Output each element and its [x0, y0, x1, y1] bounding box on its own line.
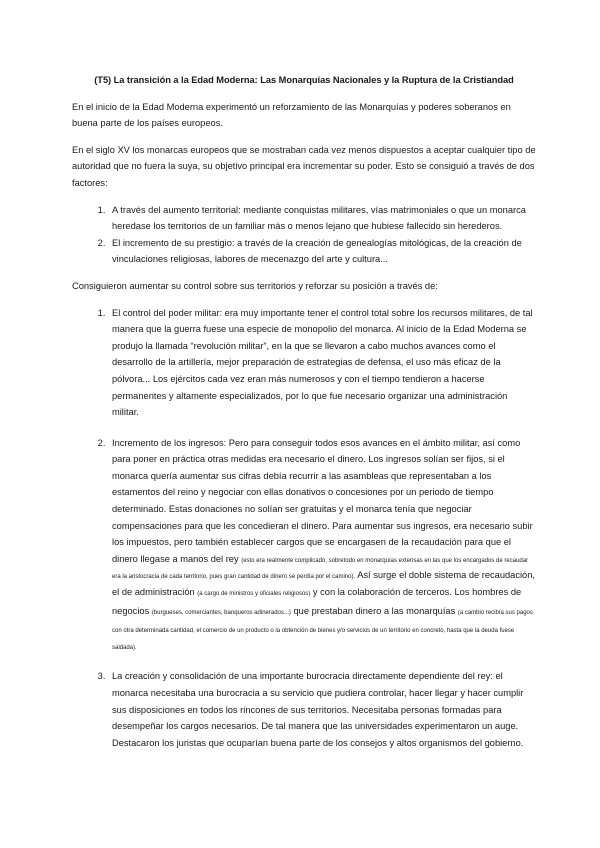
intro-paragraph: En el inicio de la Edad Moderna experimentó un reforzamiento de las Monarquías y poderes soberanos en buena parte de los países europeos.	[72, 101, 511, 129]
income-text-3: y con la colaboración de terceros. Los hombres de negocios	[112, 587, 522, 616]
control-item-bureaucracy: 3. La creación y consolidación de una importante burocracia directamente dependiente del rey: el monarca necesitaba una burocracia a su servicio que pudiera controlar, hacer llegar y hacer cumplir sus disposiciones en todos los rincones de sus territorios. Necesitaba personas formadas para desempeñar los cargos necesarios. De tal manera que las universidades experimentaron un auge. Destacaron los juristas que ocuparían buena parte de los consejos y altos organismos del gobierno.	[108, 668, 536, 751]
second-paragraph: En el siglo XV los monarcas europeos que se mostraban cada vez menos dispuestos a aceptar cualquier tipo de autoridad que no fuera la suya, su objetivo principal era incrementar su poder. Esto se consiguió a través de dos factores:	[72, 144, 536, 188]
control-item-income	[108, 435, 536, 655]
control-item-military: 1. El control del poder militar: era muy importante tener el control total sobre los recursos militares, de tal manera que la guerra fuese una especie de monopolio del monarca. Al inicio de la Edad Moderna se produjo la llamada “revolución militar”, en la que se llevaron a cabo muchos avances como el desarrollo de la artillería, mejor preparación de estrategias de defensa, el uso más eficaz de la pólvora... Los ejércitos cada vez eran más numerosos y con el tiempo tendieron a hacerse permanentes y altamente especializados, por lo que fue necesario organizar una administración militar.	[108, 305, 536, 421]
factors-list	[72, 202, 536, 268]
income-text-2: Así surge el doble sistema de recaudación, el de administración	[112, 570, 535, 598]
income-note-4: (a cambio recibía sus pagos con otra determinada cantidad, el comercio de un producto o la obtención de bienes y/o servicios de un territorio en concreto, hasta que la deuda fuese saldada).	[112, 609, 533, 651]
factor-item: 1. A través del aumento territorial: mediante conquistas militares, vías matrimoniales o que un monarca heredase los territorios de un familiar más o menos lejano que hubiese fallecido sin herederos.	[108, 202, 536, 235]
document-title: (T5) La transición a la Edad Moderna: Las Monarquías Nacionales y la Ruptura de la Cristiandad	[94, 75, 514, 85]
income-note-2: (a cargo de ministros y oficiales religiosos)	[197, 591, 311, 598]
income-note-3: (burgueses, comerciantes, banqueros adinerados...)	[151, 609, 291, 616]
income-main-text: Incremento de los ingresos: Pero para conseguir todos esos avances en el ámbito militar, así como para poner en práctica otras medidas era necesario el dinero. Los ingresos solían ser fijos, si el monarca quería aumentar sus cifras debía recurrir a las asambleas que representaban a los estamentos del reino y negociar con ellas donativos o concesiones por un periodo de tiempo determinado. Estas donaciones no solían ser gratuitas y el monarca tenía que negociar compensaciones para que les concedieran el dinero. Para aumentar sus ingresos, era necesario subir los impuestos, pero también establecer cargos que se encargasen de la recaudación para que el dinero llegase a manos del rey	[112, 437, 533, 564]
factor-item: 2. El incremento de su prestigio: a través de la creación de genealogías mitológicas, de la creación de vinculaciones religiosas, labores de mecenazgo del arte y cultura...	[108, 235, 536, 268]
control-intro: Consiguieron aumentar su control sobre sus territorios y reforzar su posición a través de:	[72, 280, 438, 291]
income-note-1: (esto era realmente complicado, sobretodo en monarquías extensas en las que los encargados de recaudar era la aristocracia de cada territorio, pues gran cantidad de dinero se perdía por el camino).	[112, 557, 529, 581]
income-text-4: que prestaban dinero a las monarquías	[290, 605, 458, 616]
control-list	[72, 305, 536, 752]
